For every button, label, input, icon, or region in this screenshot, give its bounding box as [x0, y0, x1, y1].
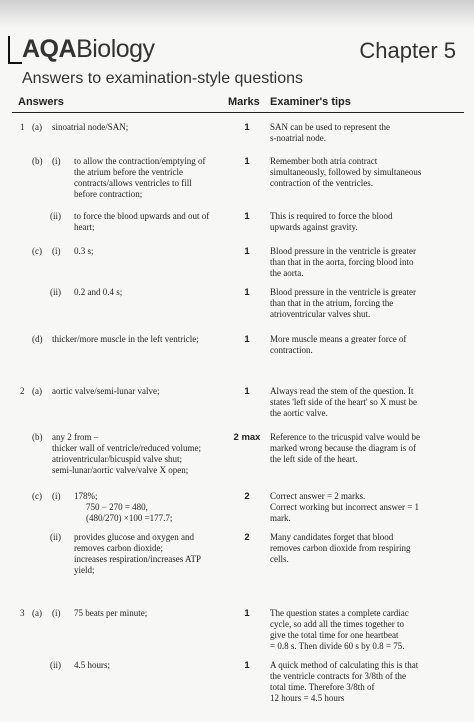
answer-line: thicker wall of ventricle/reduced volume;	[52, 443, 201, 453]
answer-text	[74, 660, 244, 671]
examiner-tip	[270, 660, 464, 704]
examiner-tip	[270, 532, 464, 565]
marks-value: 1	[244, 287, 250, 298]
examiner-tip	[270, 386, 464, 419]
tip-line: This is required to force the blood	[270, 211, 393, 221]
tip-line: upwards against gravity.	[270, 222, 358, 232]
question-part: (a)	[32, 386, 42, 396]
examiner-tip	[270, 156, 464, 189]
tip-line: Blood pressure in the ventricle is greater	[270, 246, 416, 256]
tip-line: atrioventricular valves shut.	[270, 309, 371, 319]
examiner-tip	[270, 608, 464, 652]
answer-line: to allow the contraction/emptying of	[74, 156, 206, 166]
examiner-tip	[270, 211, 464, 233]
tip-line: than that in the atrium, forcing the	[270, 298, 394, 308]
answer-line: 750 − 270 = 480,	[86, 502, 148, 512]
examiner-tip	[270, 287, 464, 320]
question-part: (d)	[32, 334, 43, 344]
marks-value: 1	[244, 156, 250, 167]
tip-line: mark.	[270, 513, 291, 523]
tip-line: than that in the aorta, forcing blood into	[270, 257, 414, 267]
marks-value: 1	[244, 386, 250, 397]
tip-line: marked wrong because the diagram is of	[270, 443, 416, 453]
col-answers: Answers	[18, 96, 64, 108]
examiner-tip	[270, 246, 464, 279]
answer-text	[52, 386, 222, 397]
question-subpart: (ii)	[50, 287, 61, 297]
answer-line: atrioventricular/bicuspid valve shut;	[52, 454, 182, 464]
tip-line: Blood pressure in the ventricle is greater	[270, 287, 416, 297]
chapter-label: Chapter 5	[359, 38, 456, 63]
answer-text	[74, 211, 244, 233]
marks-value: 2	[244, 491, 250, 502]
question-subpart: (i)	[52, 491, 61, 501]
page-subtitle: Answers to examination-style questions	[22, 70, 304, 87]
question-subpart: (i)	[52, 156, 61, 166]
answer-text	[52, 334, 222, 345]
answer-line: 0.2 and 0.4 s;	[74, 287, 123, 297]
tip-line: simultaneously, followed by simultaneous	[270, 167, 422, 177]
answer-line: 0.3 s;	[74, 246, 94, 256]
answer-line: (480/270) ×100 =177.7;	[86, 513, 173, 523]
tip-line: More muscle means a greater force of	[270, 334, 407, 344]
tip-line: Remember both atria contract	[270, 156, 378, 166]
answer-line: aortic valve/semi-lunar valve;	[52, 386, 160, 396]
tip-line: give the total time for one heartbeat	[270, 630, 399, 640]
marks-value: 1	[244, 660, 250, 671]
tip-line: The question states a complete cardiac	[270, 608, 409, 618]
answer-text	[52, 432, 222, 476]
tip-line: states 'left side of the heart' so X must be	[270, 397, 417, 407]
answer-line: thicker/more muscle in the left ventricle;	[52, 334, 199, 344]
tip-line: = 0.8 s. Then divide 60 s by 0.8 = 75.	[270, 641, 405, 651]
question-number: 2	[20, 386, 25, 396]
tip-line: the aorta.	[270, 268, 304, 278]
question-subpart: (ii)	[50, 660, 61, 670]
tip-line: removes carbon dioxide from respiring	[270, 543, 411, 553]
question-subpart: (i)	[52, 246, 61, 256]
answer-line: 178%;	[74, 491, 98, 501]
answer-text	[74, 156, 244, 200]
question-subpart: (i)	[52, 608, 61, 618]
answer-line: contracts/allows ventricles to fill	[74, 178, 192, 188]
examiner-tip	[270, 122, 464, 144]
answer-line: before contraction;	[74, 189, 143, 199]
answer-line: any 2 from –	[52, 432, 99, 442]
answer-line: removes carbon dioxide;	[74, 543, 163, 553]
answer-line: heart;	[74, 222, 95, 232]
question-number: 1	[20, 122, 25, 132]
question-part: (c)	[32, 246, 42, 256]
question-part: (c)	[32, 491, 42, 501]
answer-line: to force the blood upwards and out of	[74, 211, 210, 221]
question-subpart: (ii)	[50, 532, 61, 542]
marks-value: 1	[244, 122, 250, 133]
question-part: (b)	[32, 156, 43, 166]
tip-line: A quick method of calculating this is that	[270, 660, 419, 670]
tip-line: 12 hours = 4.5 hours	[270, 693, 345, 703]
tip-line: SAN can be used to represent the	[270, 122, 390, 132]
aqa-biology-logo	[22, 35, 155, 64]
logo-subject: Biology	[76, 35, 155, 63]
tip-line: cells.	[270, 554, 289, 564]
question-part: (a)	[32, 122, 42, 132]
tip-line: s-noatrial node.	[270, 133, 326, 143]
answer-line: yield;	[74, 565, 95, 575]
examiner-tip	[270, 491, 464, 524]
marks-value: 2 max	[233, 432, 261, 443]
answer-line: provides glucose and oxygen and	[74, 532, 194, 542]
examiner-tip	[270, 432, 464, 465]
answer-line: the atrium before the ventricle	[74, 167, 183, 177]
answer-text	[74, 246, 244, 257]
logo-aqa: AQA	[22, 35, 77, 63]
tip-line: Correct working but incorrect answer = 1	[270, 502, 420, 512]
logo-bracket-mark	[8, 36, 22, 64]
tip-line: Many candidates forget that blood	[270, 532, 394, 542]
marks-value: 1	[244, 246, 250, 257]
answer-line: 75 beats per minute;	[74, 608, 148, 618]
answer-line: 4.5 hours;	[74, 660, 110, 670]
col-tips: Examiner's tips	[270, 96, 351, 108]
question-part: (a)	[32, 608, 42, 618]
question-part: (b)	[32, 432, 43, 442]
answer-line: increases respiration/increases ATP	[74, 554, 201, 564]
tip-line: cycle, so add all the times together to	[270, 619, 404, 629]
tip-line: total time. Therefore 3/8th of	[270, 682, 375, 692]
scan-shadow	[0, 0, 474, 30]
answer-text	[74, 532, 244, 576]
question-subpart: (ii)	[50, 211, 61, 221]
tip-line: contraction.	[270, 345, 313, 355]
answer-line: sinoatrial node/SAN;	[52, 122, 129, 132]
tip-line: the left side of the heart.	[270, 454, 358, 464]
answer-text	[74, 491, 244, 524]
marks-value: 1	[244, 334, 250, 345]
page-header	[0, 30, 474, 90]
col-marks: Marks	[228, 96, 260, 108]
answer-text	[74, 287, 244, 298]
marks-value: 2	[244, 532, 250, 543]
tip-line: contraction of the ventricles.	[270, 178, 373, 188]
tip-line: Correct answer = 2 marks.	[270, 491, 366, 501]
marks-value: 1	[244, 211, 250, 222]
answer-line: semi-lunar/aortic valve/valve X open;	[52, 465, 189, 475]
tip-line: the ventricle contracts for 3/8th of the	[270, 671, 406, 681]
question-number: 3	[20, 608, 25, 618]
marks-value: 1	[244, 608, 250, 619]
tip-line: Reference to the tricuspid valve would be	[270, 432, 420, 442]
column-header-row	[12, 94, 464, 113]
answer-text	[52, 122, 222, 133]
tip-line: the aortic valve.	[270, 408, 328, 418]
answer-text	[74, 608, 244, 619]
tip-line: Always read the stem of the question. It	[270, 386, 414, 396]
examiner-tip	[270, 334, 464, 356]
